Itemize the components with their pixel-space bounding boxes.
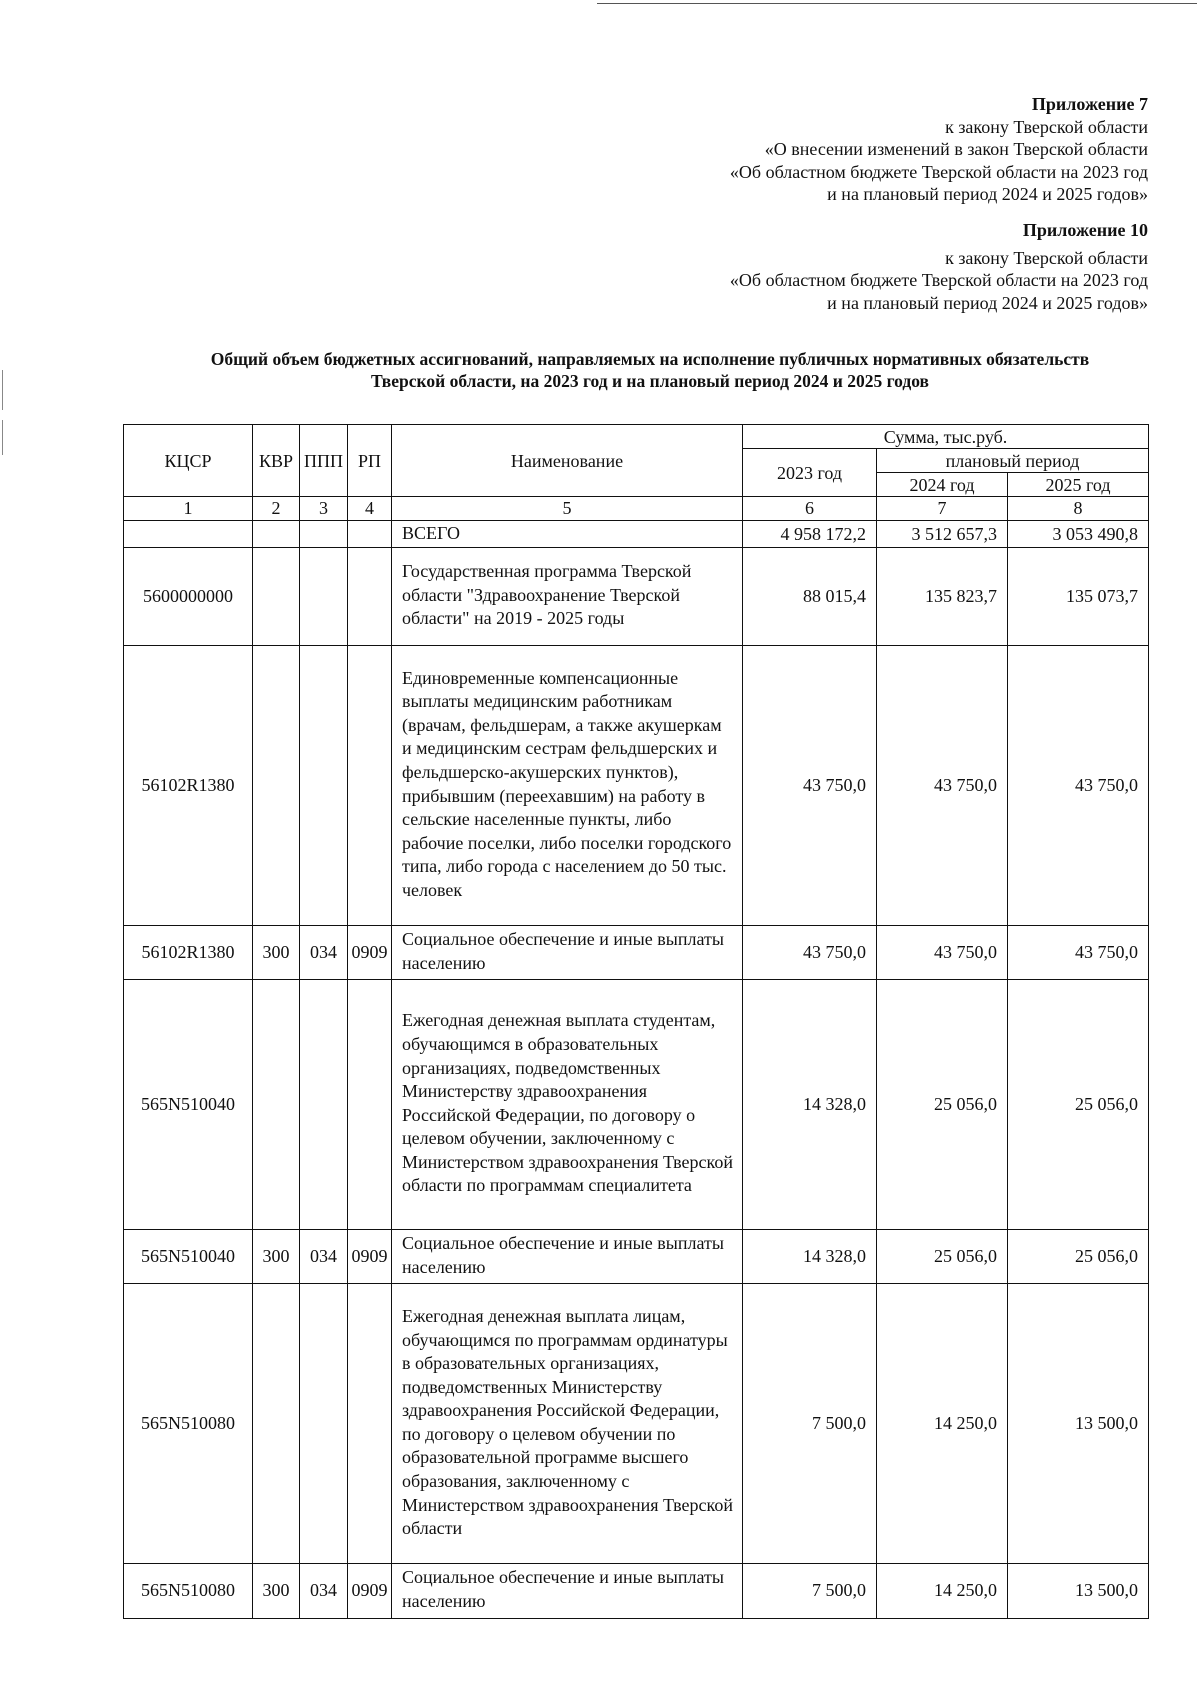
row-kvr [253,548,300,646]
row-ppp: 034 [300,1230,348,1284]
document-title-line: Тверской области, на 2023 год и на плановый период 2024 и 2025 годов [371,371,929,391]
column-index-row [124,497,1149,521]
row-ppp: 034 [300,926,348,980]
col-rp: РП [348,425,392,497]
scan-top-line [597,3,1197,4]
scan-edge-mark [2,420,3,455]
column-index: 5 [392,497,743,521]
column-index: 2 [253,497,300,521]
row-kcsr: 56102R1380 [124,926,253,980]
row-rp: 0909 [348,926,392,980]
col-2024: 2024 год [877,473,1008,497]
table-row [124,926,1149,980]
appendix-7-header [588,93,1148,206]
row-2023: 14 328,0 [743,1230,877,1284]
row-2025: 13 500,0 [1008,1564,1149,1618]
row-name: Социальное обеспечение и иные выплаты населению [392,1564,743,1618]
total-2025: 3 053 490,8 [1008,521,1149,548]
row-2024: 135 823,7 [877,548,1008,646]
row-2024: 43 750,0 [877,646,1008,926]
row-kvr: 300 [253,926,300,980]
appendix-7-line: к закону Тверской области [945,116,1148,137]
row-2025: 13 500,0 [1008,1284,1149,1564]
row-rp [348,980,392,1230]
row-ppp [300,1284,348,1564]
row-2025: 43 750,0 [1008,926,1149,980]
row-2023: 88 015,4 [743,548,877,646]
appendix-10-line: «Об областном бюджете Тверской области на 2023 год [729,270,1148,290]
appendix-10-line: и на плановый период 2024 и 2025 годов» [827,292,1148,313]
row-rp [348,646,392,926]
row-rp: 0909 [348,1230,392,1284]
row-kvr [253,646,300,926]
col-name: Наименование [392,425,743,497]
row-ppp: 034 [300,1564,348,1618]
col-planned: плановый период [877,449,1149,473]
column-index: 7 [877,497,1008,521]
total-label: ВСЕГО [392,521,743,548]
scan-edge-mark [2,370,3,410]
budget-table [123,424,1149,1619]
col-sum: Сумма, тыс.руб. [743,425,1149,449]
table-header-row [124,425,1149,449]
appendix-7-line: «О внесении изменений в закон Тверской области [764,139,1148,159]
column-index: 4 [348,497,392,521]
row-rp [348,1284,392,1564]
col-kcsr: КЦСР [124,425,253,497]
row-kvr [253,980,300,1230]
total-2024: 3 512 657,3 [877,521,1008,548]
table-row [124,1284,1149,1564]
row-name: Социальное обеспечение и иные выплаты населению [392,1230,743,1284]
row-kvr: 300 [253,1564,300,1618]
column-index: 8 [1008,497,1149,521]
row-2023: 7 500,0 [743,1284,877,1564]
appendix-10-title: Приложение 10 [1022,220,1148,240]
appendix-10-header [588,219,1148,314]
row-2025: 43 750,0 [1008,646,1149,926]
row-kcsr: 565N510040 [124,980,253,1230]
column-index: 3 [300,497,348,521]
row-kvr: 300 [253,1230,300,1284]
appendix-7-line: «Об областном бюджете Тверской области на 2023 год [729,161,1148,182]
appendix-7-title: Приложение 7 [1031,94,1148,114]
appendix-10-line: к закону Тверской области [945,247,1148,268]
row-rp [348,548,392,646]
row-2025: 25 056,0 [1008,980,1149,1230]
row-2024: 25 056,0 [877,980,1008,1230]
row-2024: 25 056,0 [877,1230,1008,1284]
row-2023: 43 750,0 [743,646,877,926]
row-2023: 43 750,0 [743,926,877,980]
row-2023: 7 500,0 [743,1564,877,1618]
row-ppp [300,646,348,926]
row-2024: 43 750,0 [877,926,1008,980]
row-name: Социальное обеспечение и иные выплаты населению [392,926,743,980]
row-kcsr: 565N510040 [124,1230,253,1284]
column-index: 6 [743,497,877,521]
table-row [124,548,1149,646]
table-row [124,1564,1149,1618]
row-rp: 0909 [348,1564,392,1618]
col-kvr: КВР [253,425,300,497]
table-row [124,646,1149,926]
col-2025: 2025 год [1008,473,1149,497]
row-2025: 25 056,0 [1008,1230,1149,1284]
row-name: Единовременные компенсационные выплаты медицинским работникам (врачам, фельдшерам, а также акушеркам и медицинским сестрам фельдшерских и фельдшерско-акушерских пунктов), прибывшим (переехавшим) на работу в сельские населенные пункты, либо рабочие поселки, либо поселки городского типа, либо города с населением до 50 тыс. человек [392,646,743,926]
row-ppp [300,548,348,646]
column-index: 1 [124,497,253,521]
col-ppp: ППП [300,425,348,497]
total-row [124,521,1149,548]
row-2024: 14 250,0 [877,1284,1008,1564]
document-title-line: Общий объем бюджетных ассигнований, направляемых на исполнение публичных нормативных обязательств [210,349,1090,369]
appendix-7-line: и на плановый период 2024 и 2025 годов» [827,184,1148,204]
row-name: Ежегодная денежная выплата студентам, обучающимся в образовательных организациях, подведомственных Министерству здравоохранения Российской Федерации, по договору о целевом обучении, заключенному с Министерством здравоохранения Тверской области по программам специалитета [392,980,743,1230]
row-name: Государственная программа Тверской области "Здравоохранение Тверской области" на 2019 - 2025 годы [392,548,743,646]
table-row [124,980,1149,1230]
row-kcsr: 5600000000 [124,548,253,646]
row-2024: 14 250,0 [877,1564,1008,1618]
row-2025: 135 073,7 [1008,548,1149,646]
row-kcsr: 565N510080 [124,1564,253,1618]
row-kcsr: 565N510080 [124,1284,253,1564]
table-row [124,1230,1149,1284]
total-2023: 4 958 172,2 [743,521,877,548]
row-name: Ежегодная денежная выплата лицам, обучающимся по программам ординатуры в образовательных организациях, подведомственных Министерству здравоохранения Российской Федерации, по договору о целевом обучении по образовательной программе высшего образования, заключенному с Министерством здравоохранения Тверской области [392,1284,743,1564]
document-title [100,348,1200,392]
row-kvr [253,1284,300,1564]
row-kcsr: 56102R1380 [124,646,253,926]
row-2023: 14 328,0 [743,980,877,1230]
col-2023: 2023 год [743,449,877,497]
row-ppp [300,980,348,1230]
